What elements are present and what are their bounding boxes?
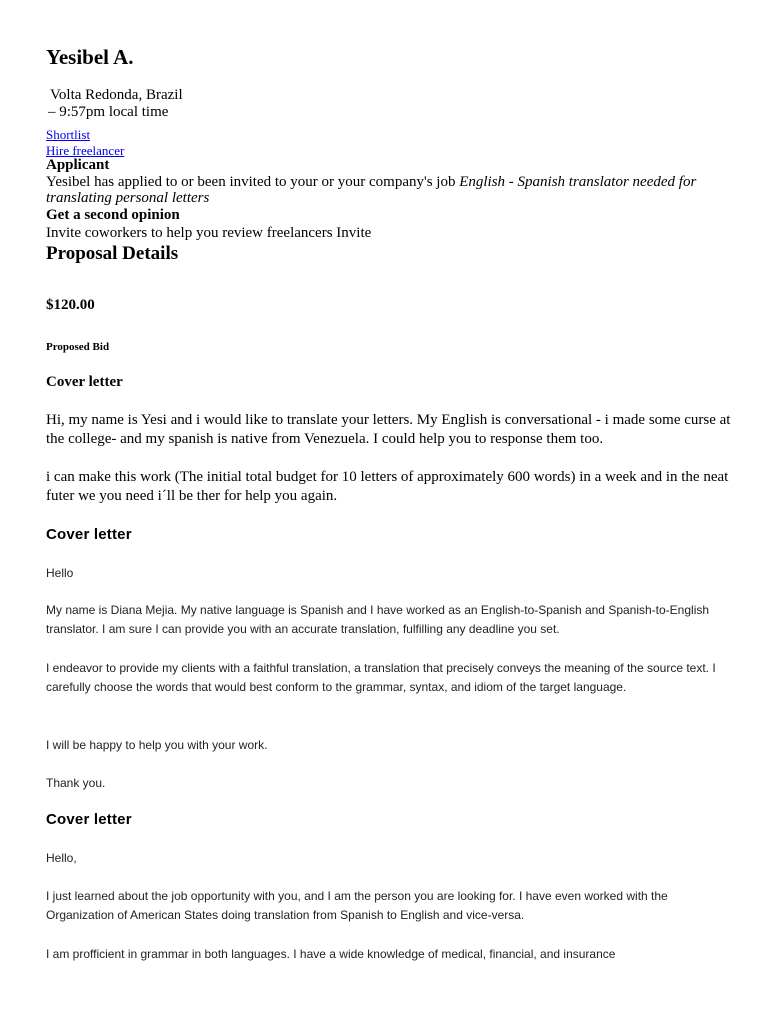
bid-amount: $120.00 [46, 297, 95, 313]
cover-letter-paragraph: I will be happy to help you with your work. [46, 738, 268, 752]
applicant-heading: Applicant [46, 157, 110, 173]
freelancer-name: Yesibel A. [46, 45, 134, 69]
second-opinion-heading: Get a second opinion [46, 207, 180, 223]
second-opinion-text: Invite coworkers to help you review freelancers Invite [46, 225, 372, 241]
cover-letter-paragraph: i can make this work (The initial total budget for 10 letters of approximately 600 words) in a week and in the neat futer we you need i´ll be ther for help you again. [46, 469, 729, 504]
cover-letter-heading: Cover letter [46, 811, 132, 828]
cover-letter-heading: Cover letter [46, 374, 123, 390]
hire-freelancer-link[interactable]: Hire freelancer [46, 143, 125, 158]
freelancer-local-time: – 9:57pm local time [48, 104, 169, 120]
cover-letter-paragraph: My name is Diana Mejia. My native language is Spanish and I have worked as an English-to-Spanish and Spanish-to-English translator. I am sure I can provide you with an accurate translation, fulfilling any deadline you set. [46, 603, 710, 636]
applicant-description [46, 174, 736, 206]
cover-letter-heading: Cover letter [46, 526, 132, 543]
job-title: English - Spanish translator needed for translating personal letters [46, 174, 697, 206]
proposed-bid-label: Proposed Bid [46, 341, 110, 353]
cover-letter-paragraph: I am profficient in grammar in both languages. I have a wide knowledge of medical, financial, and insurance [46, 947, 616, 961]
cover-letter-paragraph: Hi, my name is Yesi and i would like to translate your letters. My English is conversational - i made some curse at the college- and my spanish is native from Venezuela. I could help you to response them too. [46, 412, 731, 447]
proposal-details-heading: Proposal Details [46, 243, 179, 264]
cover-letter-paragraph: I endeavor to provide my clients with a faithful translation, a translation that precisely conveys the meaning of the source text. I carefully choose the words that would best conform to the grammar, syntax, and idiom of the target language. [46, 661, 716, 694]
cover-letter-paragraph: I just learned about the job opportunity with you, and I am the person you are looking for. I have even worked with the Organization of American States doing translation from Spanish to English and vice-versa. [46, 889, 668, 922]
shortlist-link[interactable]: Shortlist [46, 127, 91, 142]
freelancer-location: Volta Redonda, Brazil [50, 87, 183, 103]
cover-letter-paragraph: Hello, [46, 851, 77, 865]
cover-letter-paragraph: Hello [46, 566, 74, 580]
cover-letter-paragraph: Thank you. [46, 776, 106, 790]
applicant-text: Yesibel has applied to or been invited to your or your company's job [46, 174, 460, 190]
